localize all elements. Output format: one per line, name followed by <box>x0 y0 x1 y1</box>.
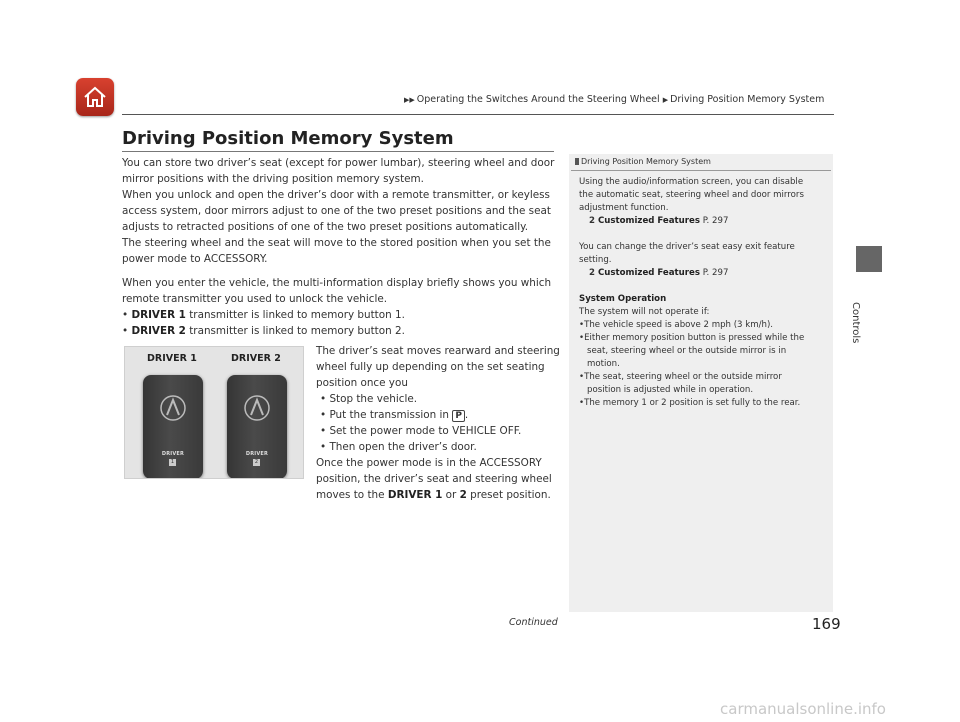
condition-item: •The memory 1 or 2 position is set fully to the rear. <box>579 398 801 408</box>
sidebar-body <box>579 176 829 410</box>
paragraph-line: You can store two driver’s seat (except for power lumbar), steering wheel and door <box>122 157 555 169</box>
step-text: Then open the driver’s door. <box>329 441 477 453</box>
sidebar-line: Using the audio/information screen, you can disable <box>579 177 804 187</box>
sidebar-line: The system will not operate if: <box>579 307 710 317</box>
breadcrumb <box>404 94 824 105</box>
sidebar-line: adjustment function. <box>579 203 669 213</box>
button-text: DRIVER <box>161 451 185 457</box>
condition-continuation: position is adjusted while in operation. <box>587 385 754 395</box>
button-text: DRIVER <box>245 451 269 457</box>
step-item: • Then open the driver’s door. <box>320 441 477 453</box>
bullet-item: • DRIVER 2 transmitter is linked to memory button 2. <box>122 325 405 337</box>
sidebar-line: You can change the driver’s seat easy exit feature <box>579 242 795 252</box>
paragraph-line: remote transmitter you used to unlock the vehicle. <box>122 293 388 305</box>
condition-item: •The seat, steering wheel or the outside mirror <box>579 372 782 382</box>
acura-logo-icon <box>158 393 188 423</box>
reference-arrow-icon: 2 <box>589 268 595 278</box>
sidebar-divider <box>571 170 831 171</box>
acura-logo-icon <box>242 393 272 423</box>
sidebar-heading: Driving Position Memory System <box>575 157 711 166</box>
step-item: • Set the power mode to VEHICLE OFF. <box>320 425 522 437</box>
bullet-text: transmitter is linked to memory button 2. <box>185 325 405 337</box>
breadcrumb-section[interactable]: Operating the Switches Around the Steering Wheel <box>416 94 660 105</box>
paragraph-line: mirror positions with the driving position memory system. <box>122 173 424 185</box>
sidebar-line: setting. <box>579 255 612 265</box>
home-icon <box>82 84 108 110</box>
image-label-driver-1: DRIVER 1 <box>147 353 197 364</box>
step-item: • Put the transmission in P . <box>320 409 469 421</box>
text-line: position once you <box>316 377 408 389</box>
continued-label: Continued <box>509 617 558 628</box>
reference-arrow-icon: 2 <box>589 216 595 226</box>
step-text: Put the transmission in <box>329 409 449 421</box>
paragraph-line: When you enter the vehicle, the multi-information display briefly shows you which <box>122 277 552 289</box>
bullet-text: transmitter is linked to memory button 1. <box>185 309 405 321</box>
page-title: Driving Position Memory System <box>122 128 454 149</box>
text-line: wheel fully up depending on the set seating <box>316 361 545 373</box>
memory-buttons-image <box>124 346 304 479</box>
bullet-bold: DRIVER 2 <box>131 325 186 337</box>
home-button[interactable] <box>76 78 114 116</box>
step-item: • Stop the vehicle. <box>320 393 418 405</box>
operation-title: System Operation <box>579 294 667 304</box>
seat-description <box>316 343 560 503</box>
chevron-right-icon: ▶▶ <box>404 96 415 104</box>
sidebar-line: the automatic seat, steering wheel and door mirrors <box>579 190 804 200</box>
cross-reference-link[interactable]: 2 Customized Features P. 297 <box>589 268 729 278</box>
bullet-bold: DRIVER 1 <box>131 309 186 321</box>
main-text <box>122 155 562 339</box>
paragraph-line: power mode to ACCESSORY. <box>122 253 268 265</box>
paragraph-line: adjusts to retracted positions of one of the two preset positions automatically. <box>122 221 529 233</box>
breadcrumb-current: Driving Position Memory System <box>670 94 825 105</box>
title-divider <box>122 151 554 152</box>
button-number: 1 <box>170 459 175 465</box>
condition-continuation: seat, steering wheel or the outside mirror is in <box>587 346 787 356</box>
step-text: Set the power mode to VEHICLE OFF. <box>329 425 522 437</box>
note-marker-icon <box>575 158 579 165</box>
paragraph-line: access system, door mirrors adjust to one of the two preset positions and the seat <box>122 205 551 217</box>
condition-item: •Either memory position button is pressed while the <box>579 333 805 343</box>
button-number: 2 <box>254 459 259 465</box>
bullet-item: • DRIVER 1 transmitter is linked to memory button 1. <box>122 309 405 321</box>
watermark: carmanualsonline.info <box>720 700 886 718</box>
text-line: Once the power mode is in the ACCESSORY <box>316 457 542 469</box>
text-line: moves to the DRIVER 1 or 2 preset position. <box>316 489 551 501</box>
section-tab-marker[interactable] <box>856 246 882 272</box>
step-text: Stop the vehicle. <box>329 393 418 405</box>
section-tab-label[interactable]: Controls <box>850 302 861 344</box>
page-number: 169 <box>812 615 841 633</box>
condition-item: •The vehicle speed is above 2 mph (3 km/h). <box>579 320 774 330</box>
header-divider <box>122 114 834 115</box>
paragraph-line: The steering wheel and the seat will move to the stored position when you set the <box>122 237 551 249</box>
memory-button-1 <box>143 375 203 479</box>
park-symbol: P <box>452 410 465 422</box>
paragraph-line: When you unlock and open the driver’s door with a remote transmitter, or keyless <box>122 189 550 201</box>
text-line: position, the driver’s seat and steering wheel <box>316 473 552 485</box>
text-line: The driver’s seat moves rearward and steering <box>316 345 560 357</box>
memory-button-2 <box>227 375 287 479</box>
condition-continuation: motion. <box>587 359 620 369</box>
cross-reference-link[interactable]: 2 Customized Features P. 297 <box>589 216 729 226</box>
chevron-right-icon: ▶ <box>662 96 669 104</box>
image-label-driver-2: DRIVER 2 <box>231 353 281 364</box>
